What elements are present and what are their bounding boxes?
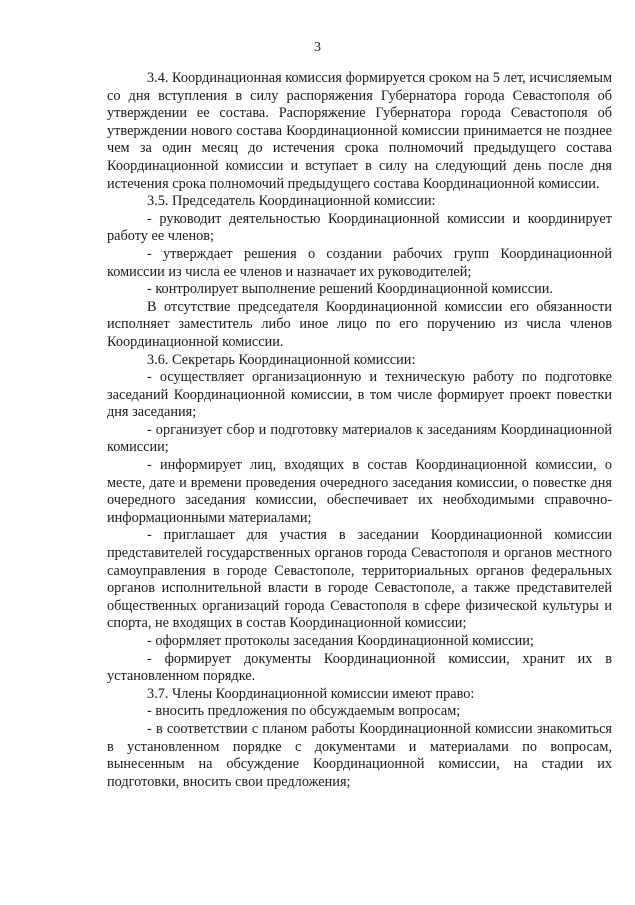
list-item: - руководит деятельностью Координационной комиссии и координирует работу ее членов; <box>107 210 612 245</box>
list-item: - вносить предложения по обсуждаемым вопросам; <box>147 703 461 720</box>
list-item: - организует сбор и подготовку материалов к заседаниям Координационной комиссии; <box>107 421 612 456</box>
list-item: - утверждает решения о создании рабочих групп Координационной комиссии из числа ее членов и назначает их руководителей; <box>107 245 612 280</box>
paragraph-3-5-heading: 3.5. Председатель Координационной комиссии: <box>147 193 436 210</box>
list-item: - осуществляет организационную и техническую работу по подготовке заседаний Координационной комиссии, в том числе формирует проект повестки дня заседания; <box>107 369 612 421</box>
document-body <box>107 70 612 791</box>
list-item: - оформляет протоколы заседания Координационной комиссии; <box>147 633 534 649</box>
list-item: - в соответствии с планом работы Координационной комиссии знакомиться в установленном порядке с документами и материалами по вопросам, вынесенным на обсуждение Координационной комиссии, на стадии их подготовки, вносить свои предложения; <box>107 720 612 790</box>
list-item: - информирует лиц, входящих в состав Координационной комиссии, о месте, дате и времени проведения очередного заседания комиссии, о повестке дня очередного заседания комиссии, обеспечивает их необходимыми справочно-информационными материалами; <box>107 457 612 526</box>
page-number: 3 <box>314 40 321 55</box>
paragraph-3-7-heading: 3.7. Члены Координационной комиссии имеют право: <box>147 685 475 702</box>
list-item: - приглашает для участия в заседании Координационной комиссии представителей государственных органов города Севастополя и органов местного самоуправления в городе Севастополе, территориальных органов федеральных органов исполнительной власти в городе Севастополе, а также представителей общественных организаций города Севастополя в сфере физической культуры и спорта, не входящих в состав Координационной комиссии; <box>107 527 612 632</box>
paragraph-3-4: 3.4. Координационная комиссия формируется сроком на 5 лет, исчисляемым со дня вступления в силу распоряжения Губернатора города Севастополя об утверждении ее состава. Распоряжение Губернатора города Севастополя об утверждении нового состава Координационной комиссии принимается не позднее чем за один месяц до истечения срока полномочий предыдущего состава Координационной комиссии и вступает в силу на следующий день после дня истечения срока полномочий предыдущего состава Координационной комиссии. <box>107 70 612 192</box>
list-item: - контролирует выполнение решений Координационной комиссии. <box>147 281 553 298</box>
list-item: - формирует документы Координационной комиссии, хранит их в установленном порядке. <box>107 650 612 685</box>
paragraph-3-6-heading: 3.6. Секретарь Координационной комиссии: <box>147 351 416 368</box>
paragraph-chair-absence: В отсутствие председателя Координационной комиссии его обязанности исполняет заместитель либо иное лицо по его поручению из числа членов Координационной комиссии. <box>107 298 612 350</box>
